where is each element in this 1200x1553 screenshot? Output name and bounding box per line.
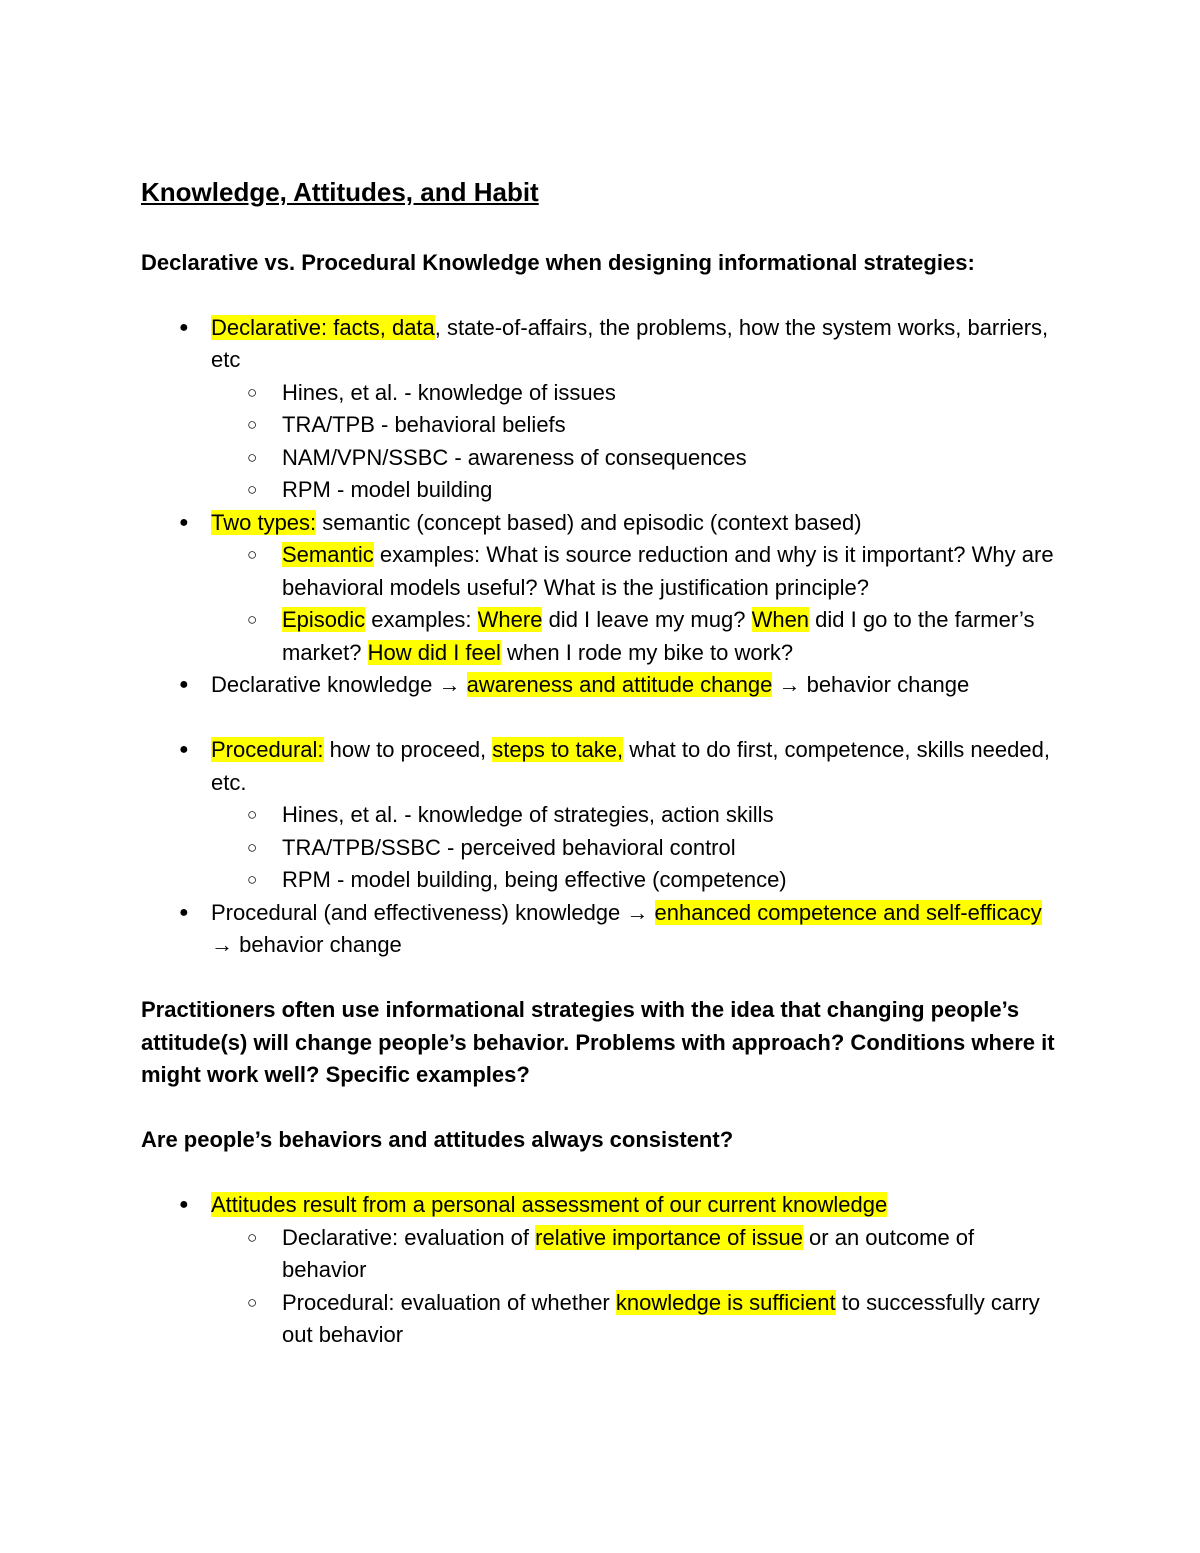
bullet-icon: ● <box>179 741 189 758</box>
sub-bullet-icon: ○ <box>247 1227 258 1247</box>
item-text: , state-of-affairs, the problems, how the system works, barriers, etc <box>211 314 1055 372</box>
sub-item-semantic <box>211 539 1061 604</box>
item-text: what to do first, competence, skills needed, etc. <box>211 737 1057 795</box>
list-item-declarative-knowledge <box>141 669 1061 702</box>
sub-item-procedural-evaluation <box>211 1287 1061 1352</box>
sub-item-text: RPM - model building, being effective (competence) <box>282 867 787 892</box>
list-item-two-types <box>141 507 1061 670</box>
spacer <box>141 962 1061 995</box>
list-item-attitudes <box>141 1189 1061 1352</box>
practitioners-paragraph: Practitioners often use informational strategies with the idea that changing people’s attitude(s) will change people’s behavior. Problems with approach? Conditions where it might work well? Specific examples? <box>141 997 1055 1087</box>
highlight-text: Where <box>477 607 543 632</box>
highlight-text: Two types: <box>211 509 317 535</box>
item-text: → behavior change <box>211 899 1048 957</box>
sub-item-text: Hines, et al. - knowledge of issues <box>282 379 616 405</box>
item-text: → behavior change <box>772 672 970 697</box>
sub-bullet-icon: ○ <box>247 447 258 467</box>
sub-bullet-icon: ○ <box>247 870 258 889</box>
sub-bullet-icon: ○ <box>247 1292 258 1312</box>
sub-list <box>211 377 1061 507</box>
highlight-text: awareness and attitude change <box>466 672 773 697</box>
bullet-icon: ● <box>179 676 189 693</box>
sub-bullet-icon: ○ <box>247 545 258 564</box>
highlight-text: knowledge is sufficient <box>615 1289 836 1315</box>
sub-list <box>211 539 1061 669</box>
sub-item-text: examples: What is source reduction and why is it important? Why are behavioral models useful? What is the justification principle? <box>282 542 1060 600</box>
spacer <box>141 1157 1061 1190</box>
bullet-icon: ● <box>179 513 189 531</box>
spacer <box>141 214 1061 247</box>
procedural-list <box>141 734 1061 962</box>
sub-bullet-icon: ○ <box>247 805 258 824</box>
section-heading-declarative-vs-procedural: Declarative vs. Procedural Knowledge when designing informational strategies: <box>141 249 975 275</box>
sub-item-text: did I leave my mug? <box>542 607 752 632</box>
sub-item-text: Declarative: evaluation of <box>282 1224 536 1250</box>
sub-item-episodic <box>211 604 1061 669</box>
sub-item-text: TRA/TPB/SSBC - perceived behavioral control <box>282 834 736 860</box>
highlight-text: steps to take, <box>492 737 624 762</box>
sub-item-text: Hines, et al. - knowledge of strategies, action skills <box>282 802 774 827</box>
list-item-procedural-knowledge <box>141 897 1061 962</box>
highlight-text: When <box>751 607 810 632</box>
sub-item <box>211 864 1061 897</box>
sub-item-text: RPM - model building <box>282 477 493 502</box>
sub-item <box>211 442 1061 475</box>
highlight-text: enhanced competence and self-efficacy <box>654 899 1042 925</box>
highlight-text: Attitudes result from a personal assessment of our current knowledge <box>211 1192 888 1217</box>
sub-list <box>211 799 1061 897</box>
sub-item-text: or an outcome of behavior <box>282 1224 981 1282</box>
sub-item <box>211 799 1061 832</box>
sub-item-text: Procedural: evaluation of whether <box>282 1289 616 1315</box>
list-item-declarative <box>141 312 1061 507</box>
document-page <box>141 170 1061 1352</box>
highlight-text: relative importance of issue <box>535 1224 803 1250</box>
sub-bullet-icon: ○ <box>247 382 258 402</box>
bullet-icon: ● <box>179 903 189 921</box>
spacer <box>141 279 1061 312</box>
sub-bullet-icon: ○ <box>247 415 258 434</box>
sub-item-text: to successfully carry out behavior <box>282 1289 1046 1347</box>
sub-item-text: examples: <box>365 607 478 632</box>
highlight-text: Procedural: <box>211 737 324 762</box>
sub-list <box>211 1222 1061 1352</box>
sub-item-declarative-evaluation <box>211 1222 1061 1287</box>
sub-bullet-icon: ○ <box>247 610 258 629</box>
list-item-procedural <box>141 734 1061 897</box>
sub-item-text: NAM/VPN/SSBC - awareness of consequences <box>282 444 747 470</box>
highlight-text: How did I feel <box>367 639 501 665</box>
item-text: how to proceed, <box>323 737 493 762</box>
highlight-text: Semantic <box>282 542 374 567</box>
item-text: Declarative knowledge → <box>211 672 467 697</box>
consistency-question: Are people’s behaviors and attitudes always consistent? <box>141 1127 734 1152</box>
item-text: Procedural (and effectiveness) knowledge → <box>211 899 655 925</box>
declarative-list <box>141 312 1061 702</box>
spacer <box>141 702 1061 735</box>
sub-item-text: TRA/TPB - behavioral beliefs <box>282 412 566 437</box>
bullet-icon: ● <box>179 1196 189 1213</box>
sub-item <box>211 832 1061 865</box>
sub-item <box>211 409 1061 442</box>
sub-item-text: did I go to the farmer’s market? <box>282 607 1041 665</box>
highlight-text: Declarative: facts, data <box>211 314 435 340</box>
attitudes-list <box>141 1189 1061 1352</box>
sub-item <box>211 474 1061 507</box>
document-title: Knowledge, Attitudes, and Habit <box>141 177 539 207</box>
sub-item <box>211 377 1061 410</box>
sub-item-text: when I rode my bike to work? <box>500 639 794 665</box>
spacer <box>141 1092 1061 1125</box>
highlight-text: Episodic <box>282 607 366 632</box>
sub-bullet-icon: ○ <box>247 480 258 499</box>
item-text: semantic (concept based) and episodic (context based) <box>316 509 862 535</box>
sub-bullet-icon: ○ <box>247 837 258 857</box>
bullet-icon: ● <box>179 318 189 336</box>
